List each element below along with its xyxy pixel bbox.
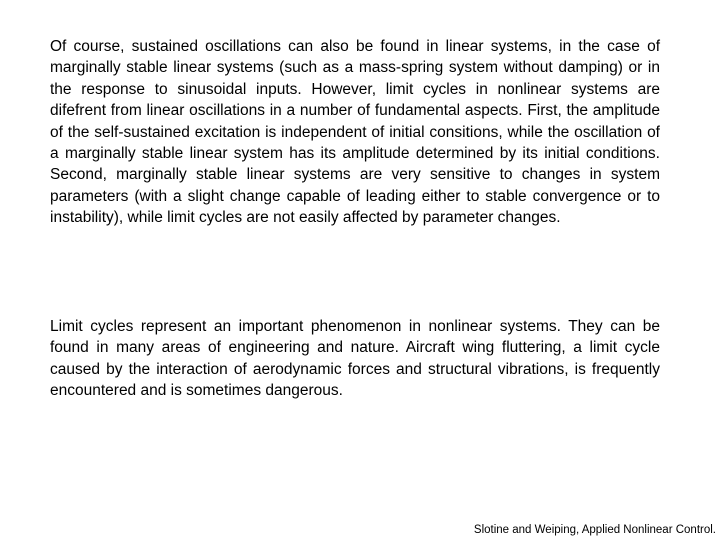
source-citation: Slotine and Weiping, Applied Nonlinear Control.: [473, 524, 716, 536]
paragraph-linear-vs-limit-cycles: Of course, sustained oscillations can also be found in linear systems, in the case of marginally stable linear systems (such as a mass-spring system without damping) or in the response to sinusoidal inputs. However, limit cycles in nonlinear systems are difefrent from linear oscillations in a number of fundamental aspects. First, the amplitude of the self-sustained excitation is independent of initial consitions, while the oscillation of a marginally stable linear system has its amplitude determined by its initial conditions. Second, marginally stable linear systems are very sensitive to changes in system parameters (with a slight change capable of leading either to stable convergence or to instability), while limit cycles are not easily affected by parameter changes.: [50, 38, 660, 227]
paragraph-limit-cycle-examples: Limit cycles represent an important phenomenon in nonlinear systems. They can be found in many areas of engineering and nature. Aircraft wing fluttering, a limit cycle caused by the interaction of aerodynamic forces and structural vibrations, is frequently encountered and is sometimes dangerous.: [50, 318, 660, 400]
